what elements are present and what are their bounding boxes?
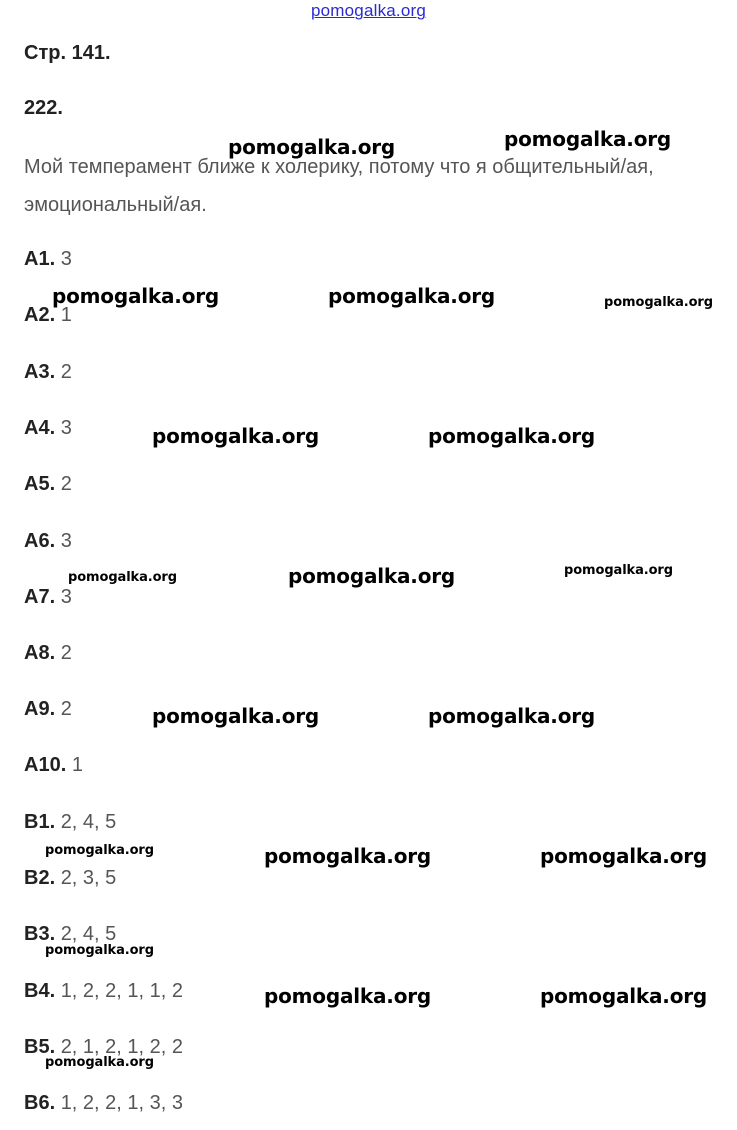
answer-value: 1, 2, 2, 1, 3, 3 — [60, 1092, 183, 1114]
answer-key: А4. — [24, 417, 56, 439]
watermark: pomogalka.org — [264, 844, 432, 868]
answer-key: В2. — [24, 867, 56, 889]
answer-key: А8. — [24, 642, 56, 664]
watermark: pomogalka.org — [152, 704, 320, 728]
answer-key: А10. — [24, 754, 67, 776]
answer-value: 1 — [71, 754, 83, 776]
watermark: pomogalka.org — [45, 943, 154, 958]
answer-value: 2 — [60, 698, 72, 720]
answer-row-a3 — [24, 360, 72, 384]
answer-value: 3 — [60, 586, 72, 608]
answer-value: 2 — [60, 473, 72, 495]
watermark: pomogalka.org — [52, 284, 220, 308]
answer-value: 2, 3, 5 — [60, 867, 117, 889]
answer-row-a8 — [24, 641, 72, 665]
answer-paragraph: Мой темперамент ближе к холерику, потому что я общительный/ая, эмоциональный/ая. — [24, 156, 654, 216]
watermark: pomogalka.org — [428, 424, 596, 448]
answer-key: В3. — [24, 923, 56, 945]
page-reference: Стр. 141. — [24, 42, 111, 64]
answer-value: 1, 2, 2, 1, 1, 2 — [60, 980, 183, 1002]
watermark: pomogalka.org — [152, 424, 320, 448]
answer-value: 1 — [60, 304, 72, 326]
answer-row-a9 — [24, 697, 72, 721]
watermark: pomogalka.org — [328, 284, 496, 308]
answer-row-b1 — [24, 810, 116, 834]
task-number: 222. — [24, 97, 63, 119]
answer-value: 2, 4, 5 — [60, 811, 117, 833]
watermark: pomogalka.org — [428, 704, 596, 728]
answer-key: А3. — [24, 361, 56, 383]
watermark: pomogalka.org — [604, 295, 713, 310]
answer-key: В1. — [24, 811, 56, 833]
answer-row-a4 — [24, 416, 72, 440]
watermark: pomogalka.org — [504, 127, 672, 151]
answer-value: 2 — [60, 642, 72, 664]
answer-key: А7. — [24, 586, 56, 608]
answer-key: А5. — [24, 473, 56, 495]
answer-row-a7 — [24, 585, 72, 609]
watermark: pomogalka.org — [45, 843, 154, 858]
answer-row-a6 — [24, 529, 72, 553]
answer-row-b2 — [24, 866, 116, 890]
watermark: pomogalka.org — [68, 570, 177, 585]
answer-key: А9. — [24, 698, 56, 720]
answer-key: А1. — [24, 248, 56, 270]
answer-key: В4. — [24, 980, 56, 1002]
answer-value: 3 — [60, 248, 72, 270]
watermark: pomogalka.org — [540, 844, 708, 868]
answer-row-b4 — [24, 979, 183, 1003]
watermark: pomogalka.org — [288, 564, 456, 588]
answer-row-a10 — [24, 753, 83, 777]
answer-key: В5. — [24, 1036, 56, 1058]
answer-value: 3 — [60, 530, 72, 552]
answer-key: В6. — [24, 1092, 56, 1114]
answer-row-a5 — [24, 472, 72, 496]
answer-value: 2 — [60, 361, 72, 383]
answer-row-a1 — [24, 247, 72, 271]
answer-row-b6 — [24, 1091, 183, 1115]
watermark: pomogalka.org — [264, 984, 432, 1008]
answer-key: А6. — [24, 530, 56, 552]
watermark: pomogalka.org — [45, 1055, 154, 1070]
watermark: pomogalka.org — [228, 135, 396, 159]
answer-key: А2. — [24, 304, 56, 326]
site-link[interactable]: pomogalka.org — [310, 1, 427, 20]
watermark: pomogalka.org — [564, 563, 673, 578]
answer-value: 2, 1, 2, 1, 2, 2 — [60, 1036, 183, 1058]
watermark: pomogalka.org — [540, 984, 708, 1008]
answer-value: 3 — [60, 417, 72, 439]
answer-value: 2, 4, 5 — [60, 923, 117, 945]
